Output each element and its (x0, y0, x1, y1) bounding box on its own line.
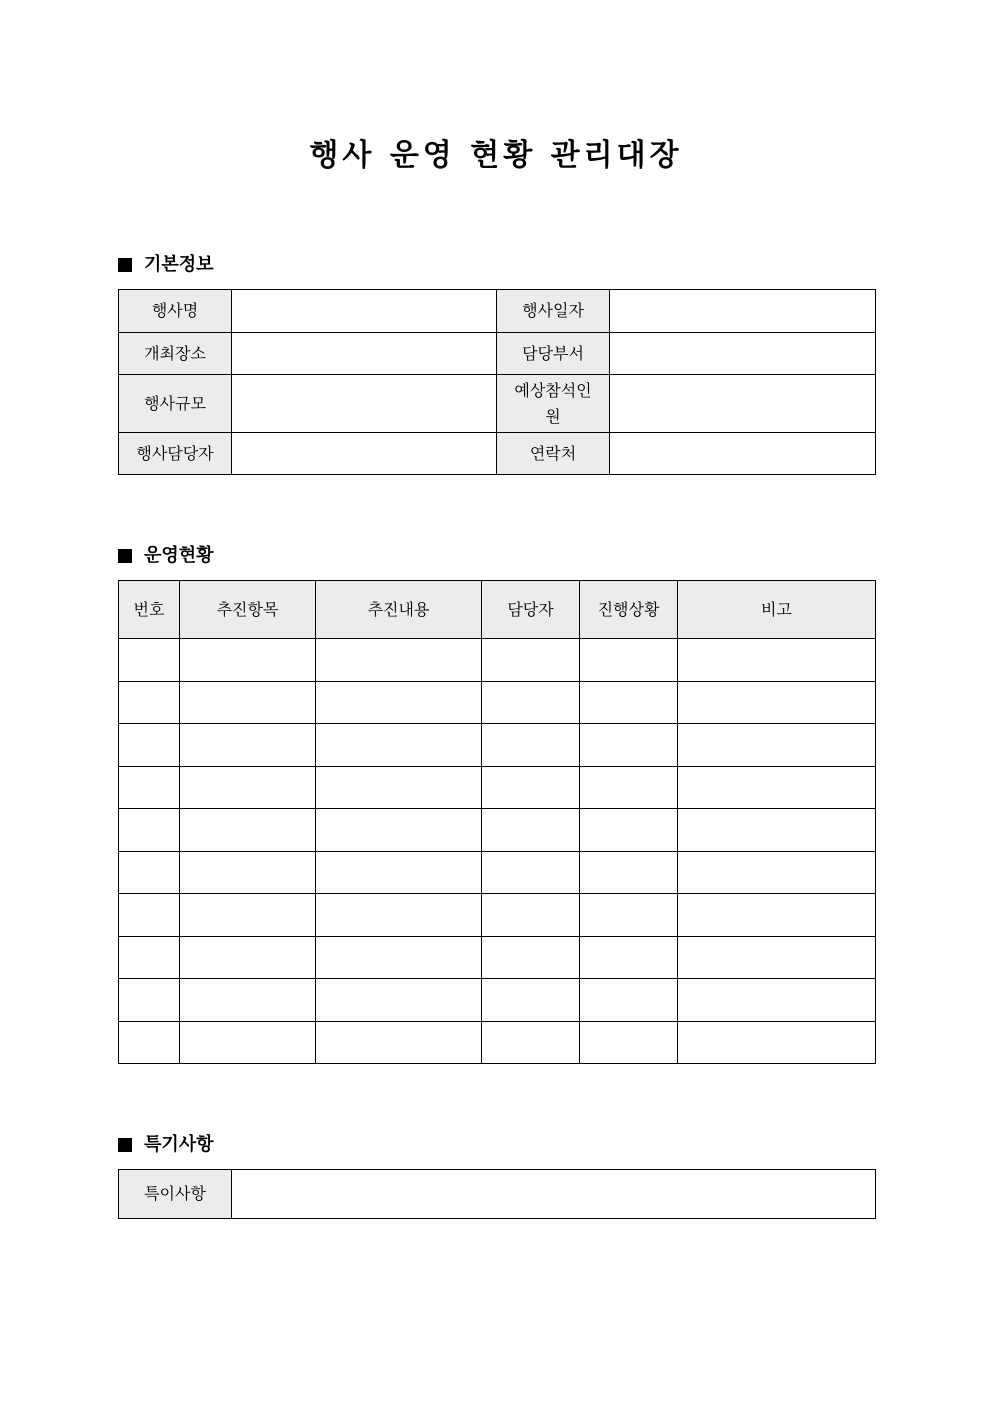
table-row (119, 1021, 876, 1064)
cell-owner[interactable] (482, 809, 580, 852)
section-title-remarks: 특기사항 (144, 1134, 214, 1155)
cell-item[interactable] (180, 639, 316, 682)
cell-note[interactable] (678, 1021, 876, 1064)
cell-item[interactable] (180, 979, 316, 1022)
table-row (119, 433, 876, 475)
col-header-content: 추진내용 (316, 581, 482, 639)
cell-owner[interactable] (482, 936, 580, 979)
cell-item[interactable] (180, 851, 316, 894)
col-header-owner: 담당자 (482, 581, 580, 639)
col-header-note: 비고 (678, 581, 876, 639)
cell-status[interactable] (580, 724, 678, 767)
square-bullet-icon (118, 258, 132, 272)
col-header-number: 번호 (119, 581, 180, 639)
cell-number[interactable] (119, 639, 180, 682)
cell-note[interactable] (678, 724, 876, 767)
expected-attendees-field[interactable] (610, 375, 876, 433)
cell-status[interactable] (580, 639, 678, 682)
cell-status[interactable] (580, 809, 678, 852)
basic-info-table (118, 289, 876, 475)
col-header-status: 진행상황 (580, 581, 678, 639)
expected-attendees-label: 예상참석인원 (497, 375, 610, 433)
cell-number[interactable] (119, 1021, 180, 1064)
remarks-label: 특이사항 (119, 1170, 232, 1219)
square-bullet-icon (118, 1138, 132, 1152)
event-name-label: 행사명 (119, 290, 232, 333)
event-name-field[interactable] (232, 290, 497, 333)
cell-number[interactable] (119, 894, 180, 937)
cell-item[interactable] (180, 809, 316, 852)
square-bullet-icon (118, 549, 132, 563)
event-date-label: 행사일자 (497, 290, 610, 333)
section-heading-remarks (118, 1133, 214, 1157)
section-title-operations: 운영현황 (144, 545, 214, 566)
cell-number[interactable] (119, 681, 180, 724)
cell-content[interactable] (316, 1021, 482, 1064)
manager-field[interactable] (232, 433, 497, 475)
cell-status[interactable] (580, 681, 678, 724)
remarks-field[interactable] (232, 1170, 876, 1219)
cell-content[interactable] (316, 724, 482, 767)
cell-owner[interactable] (482, 639, 580, 682)
operations-table (118, 580, 876, 1064)
department-field[interactable] (610, 333, 876, 375)
table-row (119, 681, 876, 724)
cell-number[interactable] (119, 809, 180, 852)
table-row (119, 809, 876, 852)
cell-content[interactable] (316, 681, 482, 724)
cell-content[interactable] (316, 851, 482, 894)
cell-owner[interactable] (482, 979, 580, 1022)
cell-content[interactable] (316, 809, 482, 852)
cell-content[interactable] (316, 979, 482, 1022)
cell-item[interactable] (180, 724, 316, 767)
cell-item[interactable] (180, 936, 316, 979)
cell-item[interactable] (180, 766, 316, 809)
venue-label: 개최장소 (119, 333, 232, 375)
table-row (119, 766, 876, 809)
cell-status[interactable] (580, 766, 678, 809)
table-row (119, 1170, 876, 1219)
cell-number[interactable] (119, 724, 180, 767)
cell-status[interactable] (580, 894, 678, 937)
cell-number[interactable] (119, 766, 180, 809)
cell-owner[interactable] (482, 851, 580, 894)
cell-owner[interactable] (482, 1021, 580, 1064)
contact-field[interactable] (610, 433, 876, 475)
cell-content[interactable] (316, 639, 482, 682)
cell-number[interactable] (119, 936, 180, 979)
section-heading-basic (118, 253, 214, 277)
cell-status[interactable] (580, 979, 678, 1022)
cell-number[interactable] (119, 851, 180, 894)
cell-note[interactable] (678, 936, 876, 979)
cell-owner[interactable] (482, 766, 580, 809)
table-row (119, 290, 876, 333)
table-row (119, 851, 876, 894)
cell-owner[interactable] (482, 681, 580, 724)
remarks-table (118, 1169, 876, 1219)
event-date-field[interactable] (610, 290, 876, 333)
cell-note[interactable] (678, 639, 876, 682)
cell-item[interactable] (180, 681, 316, 724)
department-label: 담당부서 (497, 333, 610, 375)
cell-content[interactable] (316, 766, 482, 809)
cell-item[interactable] (180, 894, 316, 937)
cell-number[interactable] (119, 979, 180, 1022)
cell-status[interactable] (580, 851, 678, 894)
contact-label: 연락처 (497, 433, 610, 475)
cell-item[interactable] (180, 1021, 316, 1064)
table-row (119, 894, 876, 937)
section-title-basic: 기본정보 (144, 254, 214, 275)
manager-label: 행사담당자 (119, 433, 232, 475)
table-row (119, 333, 876, 375)
cell-note[interactable] (678, 979, 876, 1022)
table-row (119, 936, 876, 979)
col-header-item: 추진항목 (180, 581, 316, 639)
cell-note[interactable] (678, 894, 876, 937)
scale-label: 행사규모 (119, 375, 232, 433)
scale-field[interactable] (232, 375, 497, 433)
table-header-row (119, 581, 876, 639)
section-heading-operations (118, 544, 214, 568)
table-row (119, 375, 876, 433)
cell-note[interactable] (678, 766, 876, 809)
table-row (119, 639, 876, 682)
venue-field[interactable] (232, 333, 497, 375)
cell-status[interactable] (580, 1021, 678, 1064)
cell-note[interactable] (678, 851, 876, 894)
cell-owner[interactable] (482, 724, 580, 767)
cell-note[interactable] (678, 681, 876, 724)
cell-content[interactable] (316, 894, 482, 937)
table-row (119, 724, 876, 767)
page-title: 행사 운영 현황 관리대장 (309, 138, 683, 173)
cell-owner[interactable] (482, 894, 580, 937)
cell-content[interactable] (316, 936, 482, 979)
table-row (119, 979, 876, 1022)
cell-note[interactable] (678, 809, 876, 852)
cell-status[interactable] (580, 936, 678, 979)
